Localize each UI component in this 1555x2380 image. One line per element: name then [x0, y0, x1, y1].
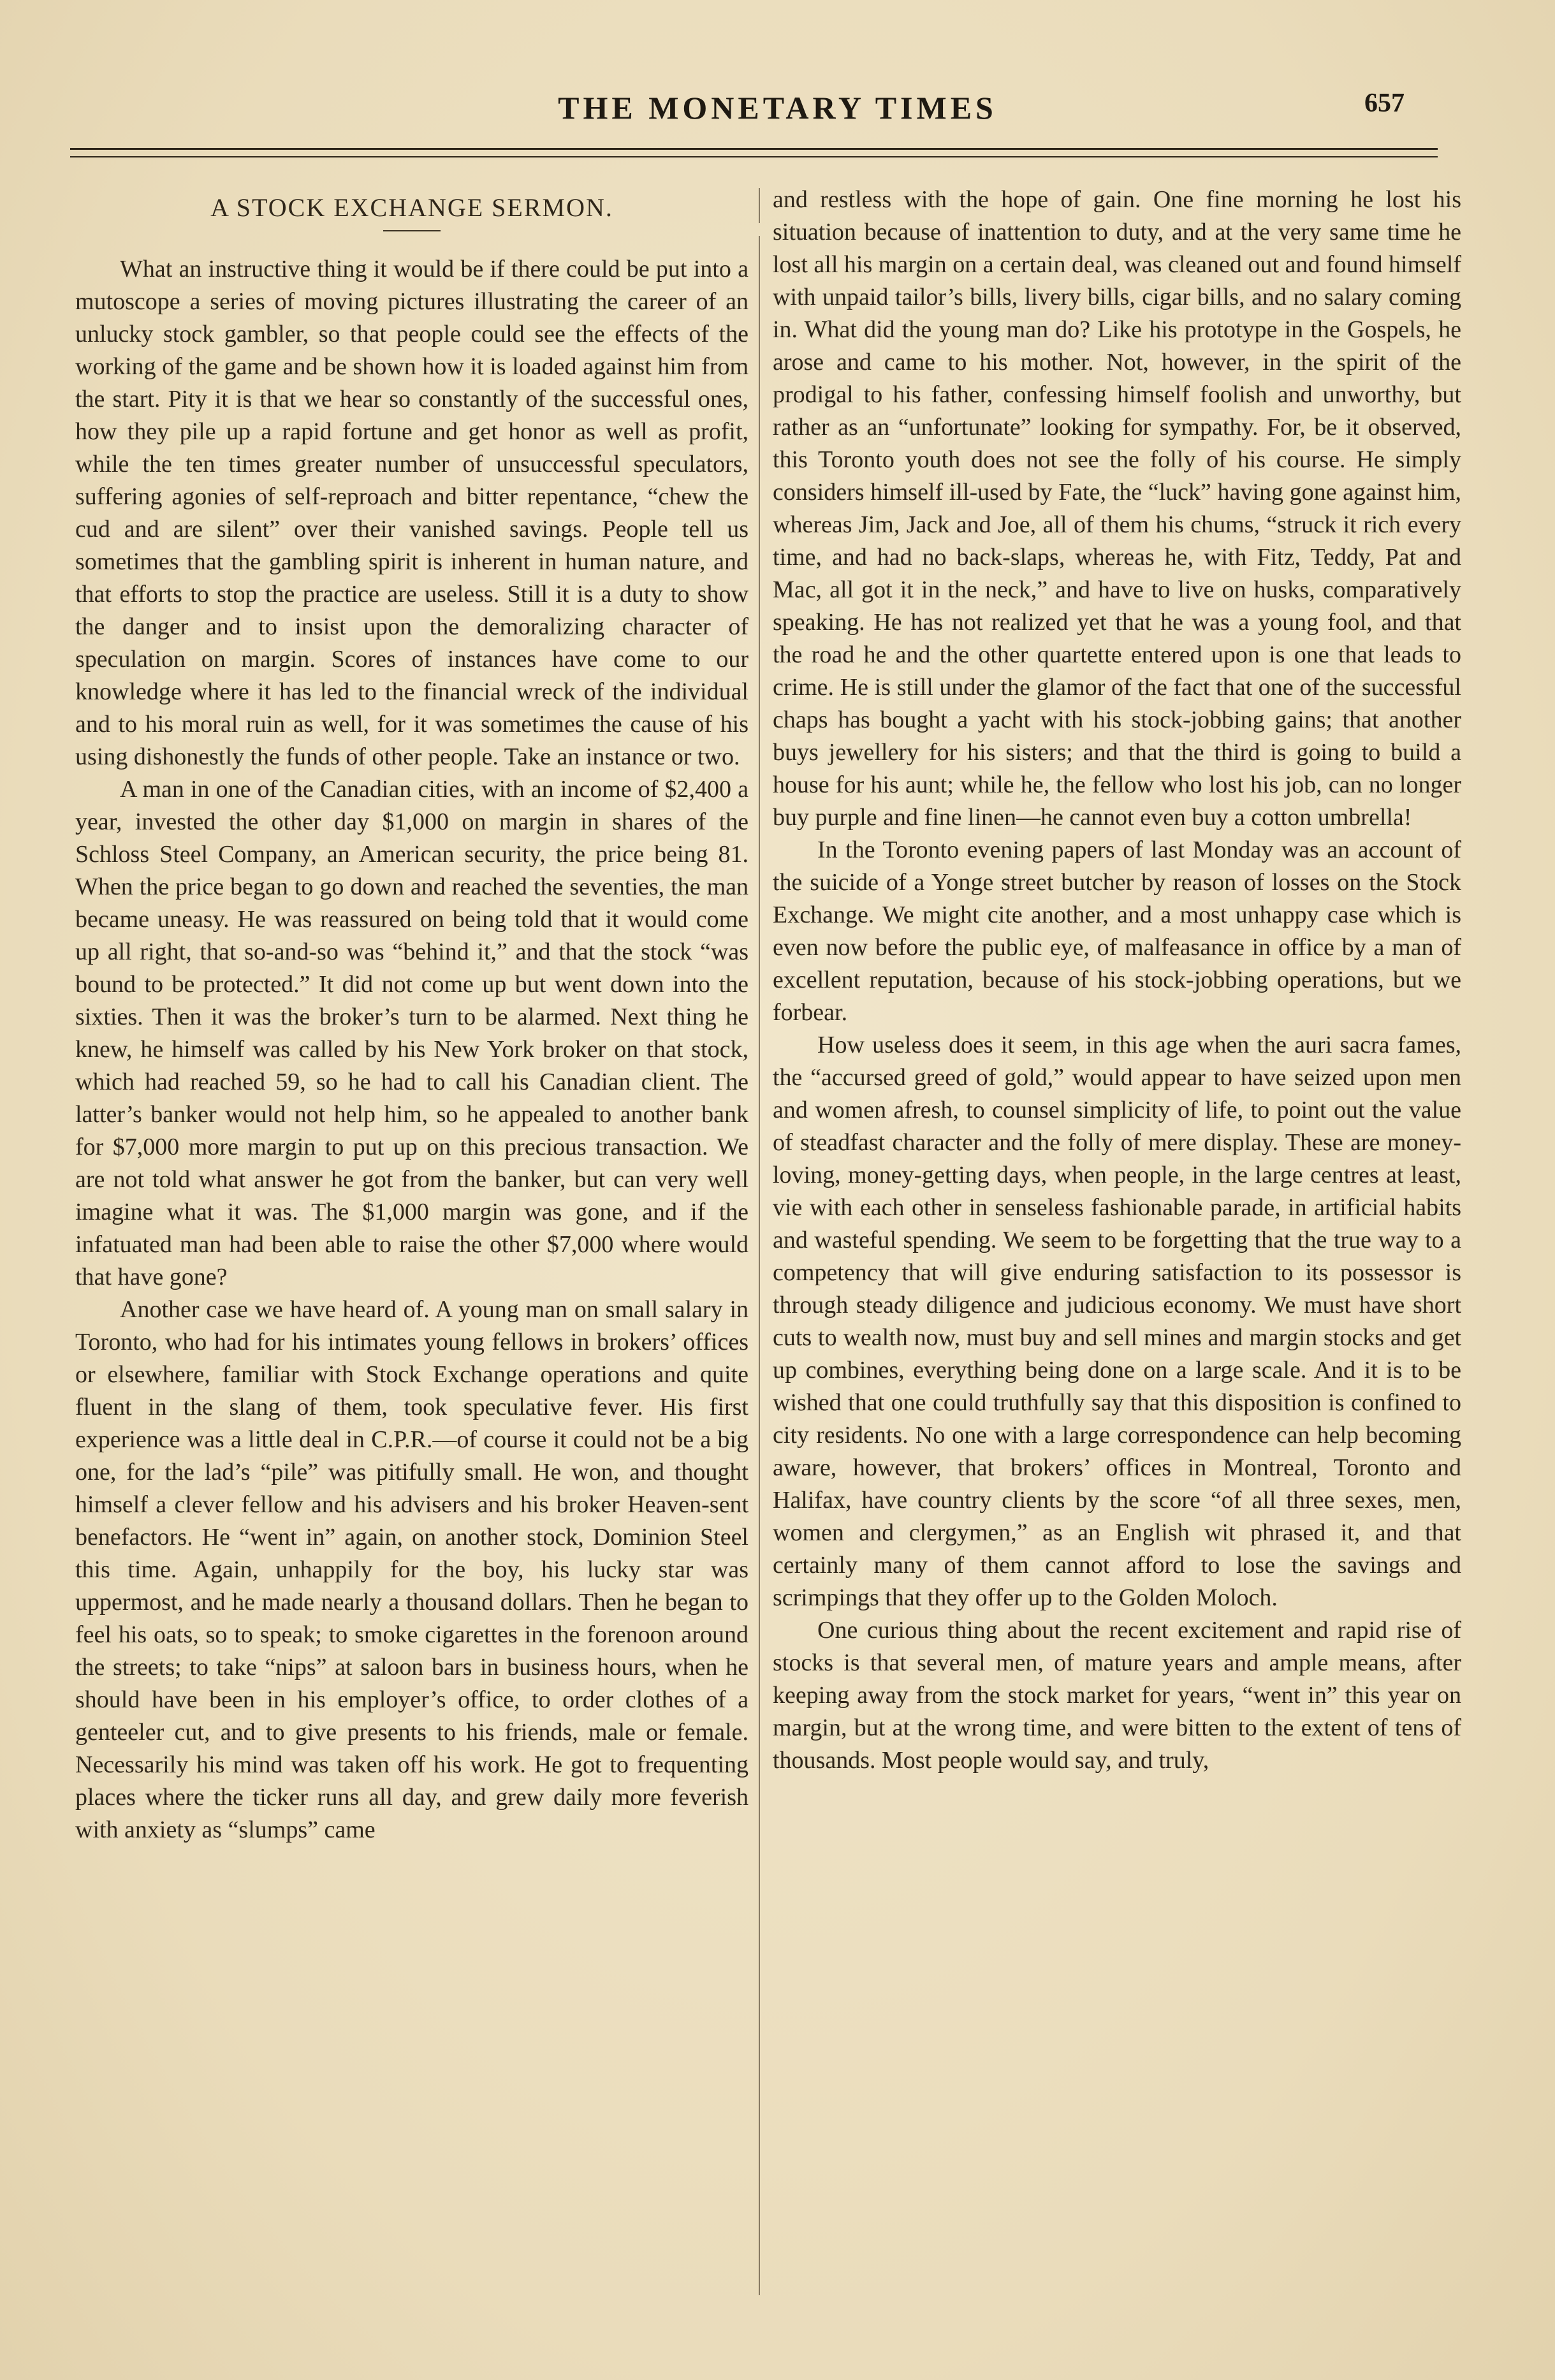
- paragraph-continued: and restless with the hope of gain. One fine morning he lost his situation because of inattention to duty, and at the very same time he lost all his margin on a certain deal, was cleaned out and found himself with unpaid tailor’s bills, livery bills, cigar bills, and no salary coming in. What did the young man do? Like his prototype in the Gospels, he arose and came to his mother. Not, however, in the spirit of the prodigal to his father, confessing himself foolish and unworthy, but rather as an “unfortunate” looking for sympathy. For, be it observed, this Toronto youth does not see the folly of his course. He simply considers himself ill-used by Fate, the “luck” having gone against him, whereas Jim, Jack and Joe, all of them his chums, “struck it rich every time, and had no back-slaps, whereas he, with Fitz, Teddy, Pat and Mac, all got it in the neck,” and have to live on husks, comparatively speaking. He has not realized yet that he was a young fool, and that the road he and the other quartette entered upon is one that leads to crime. He is still under the glamor of the fact that one of the successful chaps has bought a yacht with his stock-jobbing gains; that another buys jewellery for his sisters; and that the third is going to build a house for his aunt; while he, the fellow who lost his job, can no longer buy purple and fine linen—he cannot even buy a cotton umbrella!: [773, 186, 1461, 831]
- paragraph: What an instructive thing it would be if there could be put into a mutoscope a series of moving pictures illustrating the career of an unlucky stock gambler, so that people could see the effects of the working of the game and be shown how it is loaded against him from the start. Pity it is that we hear so constantly of the successful ones, how they pile up a rapid fortune and get honor as well as profit, while the ten times greater number of unsuccessful speculators, suffering agonies of self-reproach and bitter repentance, “chew the cud and are silent” over their vanished savings. People tell us sometimes that the gambling spirit is inherent in human nature, and that efforts to stop the practice are useless. Still it is a duty to show the danger and to insist upon the demoralizing character of speculation on margin. Scores of instances have come to our knowledge where it has led to the financial wreck of the individual and to his moral ruin as well, for it was sometimes the cause of his using dishonestly the funds of other people. Take an instance or two.: [75, 256, 748, 770]
- page-number: 657: [1364, 89, 1405, 118]
- article-title: A STOCK EXCHANGE SERMON.: [210, 193, 613, 222]
- running-head-title: THE MONETARY TIMES: [558, 90, 997, 126]
- paragraph: One curious thing about the recent excitement and rapid rise of stocks is that several men, of mature years and ample means, after keeping away from the stock market for years, “went in” this year on margin, but at the wrong time, and were bitten to the extent of tens of thousands. Most people would say, and truly,: [773, 1617, 1461, 1774]
- header-rule-bottom: [70, 156, 1438, 157]
- right-column: [773, 184, 1461, 1777]
- column-divider: [759, 236, 760, 2295]
- column-divider-upper: [759, 188, 760, 223]
- left-column: [75, 184, 748, 1846]
- title-dash: [383, 230, 441, 231]
- paragraph: In the Toronto evening papers of last Monday was an account of the suicide of a Yonge street butcher by reason of losses on the Stock Exchange. We might cite another, and a most unhappy case which is even now before the public eye, of malfeasance in office by a man of excellent reputation, because of his stock-jobbing operations, but we forbear.: [773, 836, 1461, 1026]
- paragraph: Another case we have heard of. A young man on small salary in Toronto, who had for his intimates young fellows in brokers’ offices or elsewhere, familiar with Stock Exchange operations and quite fluent in the slang of them, took speculative fever. His first experience was a little deal in C.P.R.—of course it could not be a big one, for the lad’s “pile” was pitifully small. He won, and thought himself a clever fellow and his advisers and his broker Heaven-sent benefactors. He “went in” again, on another stock, Dominion Steel this time. Again, unhappily for the boy, his lucky star was uppermost, and he made nearly a thousand dollars. Then he began to feel his oats, so to speak; to smoke cigarettes in the forenoon around the streets; to take “nips” at saloon bars in business hours, when he should have been in his employer’s office, to order clothes of a genteeler cut, and to give presents to his friends, male or female. Necessarily his mind was taken off his work. He got to frequenting places where the ticker runs all day, and grew daily more feverish with anxiety as “slumps” came: [75, 1296, 748, 1843]
- header-rule-top: [70, 148, 1438, 150]
- paragraph: A man in one of the Canadian cities, with an income of $2,400 a year, invested the other day $1,000 on margin in shares of the Schloss Steel Company, an American security, the price being 81. When the price began to go down and reached the seventies, the man became uneasy. He was reassured on being told that it would come up all right, that so-and-so was “behind it,” and that the stock “was bound to be protected.” It did not come up but went down into the sixties. Then it was the broker’s turn to be alarmed. Next thing he knew, he himself was called by his New York broker on that stock, which had reached 59, so he had to call his Canadian client. The latter’s banker would not help him, so he appealed to another bank for $7,000 more margin to put up on this precious transaction. We are not told what answer he got from the banker, but can very well imagine what it was. The $1,000 margin was gone, and if the infatuated man had been able to raise the other $7,000 where would that have gone?: [75, 776, 748, 1290]
- paragraph: How useless does it seem, in this age when the auri sacra fames, the “accursed greed of gold,” would appear to have seized upon men and women afresh, to counsel simplicity of life, to point out the value of steadfast character and the folly of mere display. These are money-loving, money-getting days, when people, in the large centres at least, vie with each other in senseless fashionable parade, in artificial habits and wasteful spending. We seem to be forgetting that the true way to a competency that will give enduring satisfaction to its possessor is through steady diligence and judicious economy. We must have short cuts to wealth now, must buy and sell mines and margin stocks and get up combines, everything being done on a large scale. And it is to be wished that one could truthfully say that this disposition is confined to city residents. No one with a large correspondence can help becoming aware, however, that brokers’ offices in Montreal, Toronto and Halifax, have country clients by the score “of all three sexes, men, women and clergymen,” as an English wit phrased it, and that certainly many of them cannot afford to lose the savings and scrimpings that they offer up to the Golden Moloch.: [773, 1032, 1461, 1611]
